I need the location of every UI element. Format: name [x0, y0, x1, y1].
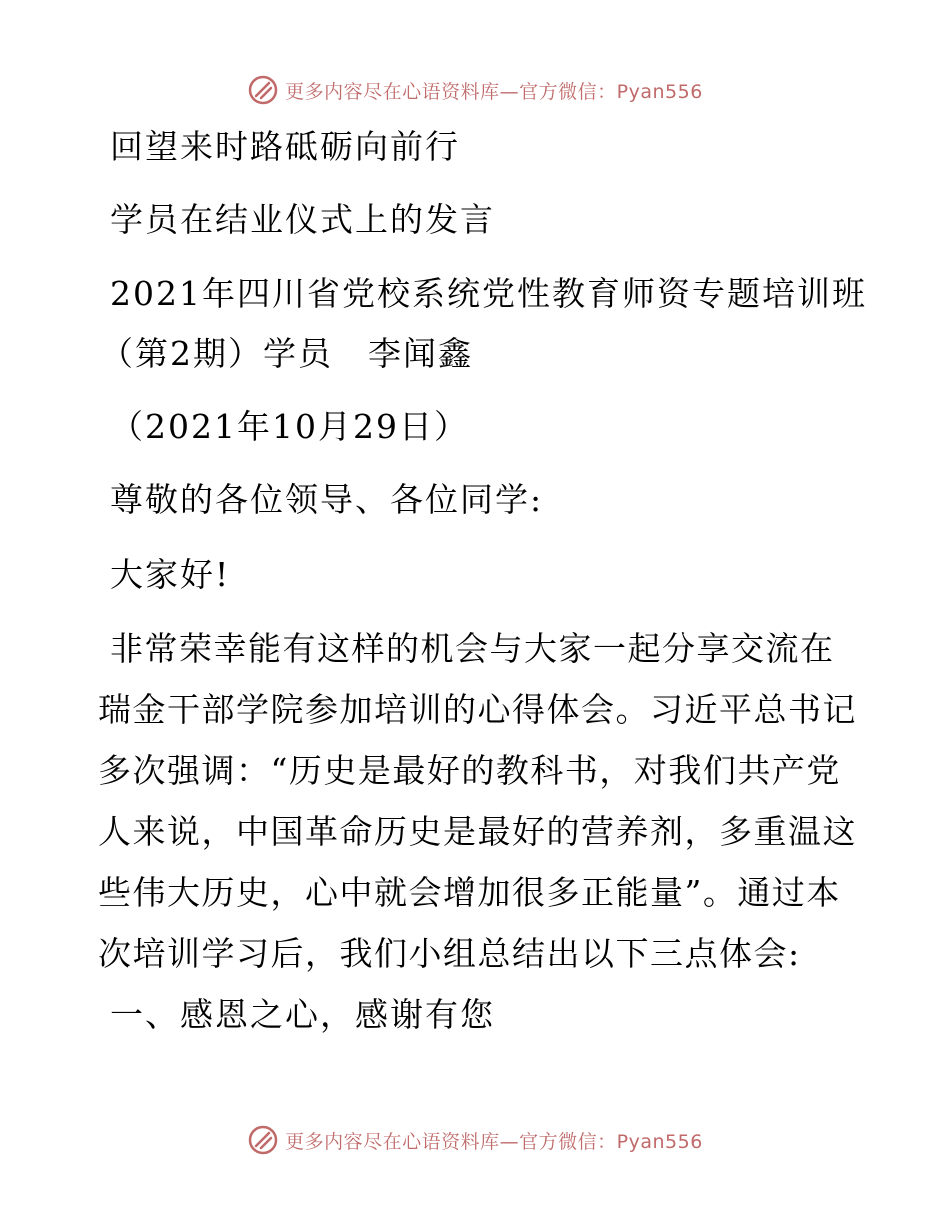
byline-line-1: 2021年四川省党校系统党性教育师资专题培训班 — [110, 274, 867, 313]
watermark-text: 更多内容尽在心语资料库—官方微信：Pyan556 — [285, 1130, 703, 1153]
greeting: 大家好! — [110, 555, 231, 594]
document-subtitle: 学员在结业仪式上的发言 — [110, 200, 495, 239]
section-heading: 一、感恩之心，感谢有您 — [110, 995, 495, 1034]
document-title: 回望来时路砥砺向前行 — [110, 127, 460, 166]
brand-logo-icon — [247, 1124, 279, 1156]
body-paragraph: 非常荣幸能有这样的机会与大家一起分享交流在瑞金干部学院参加培训的心得体会。习近平总书记多次强调：“历史是最好的教科书，对我们共产党人来说，中国革命历史是最好的营养剂，多重温这些伟大历史，心中就会增加很多正能量”。通过本次培训学习后，我们小组总结出以下三点体会: — [98, 629, 857, 973]
watermark-footer — [0, 1120, 950, 1160]
watermark-text: 更多内容尽在心语资料库—官方微信：Pyan556 — [285, 80, 703, 103]
salutation: 尊敬的各位领导、各位同学: — [110, 480, 544, 519]
byline-line-2: （第2期）学员 李闻鑫 — [100, 334, 473, 373]
document-date: （2021年10月29日） — [110, 407, 469, 446]
brand-logo-icon — [247, 74, 279, 106]
watermark-header — [0, 70, 950, 110]
